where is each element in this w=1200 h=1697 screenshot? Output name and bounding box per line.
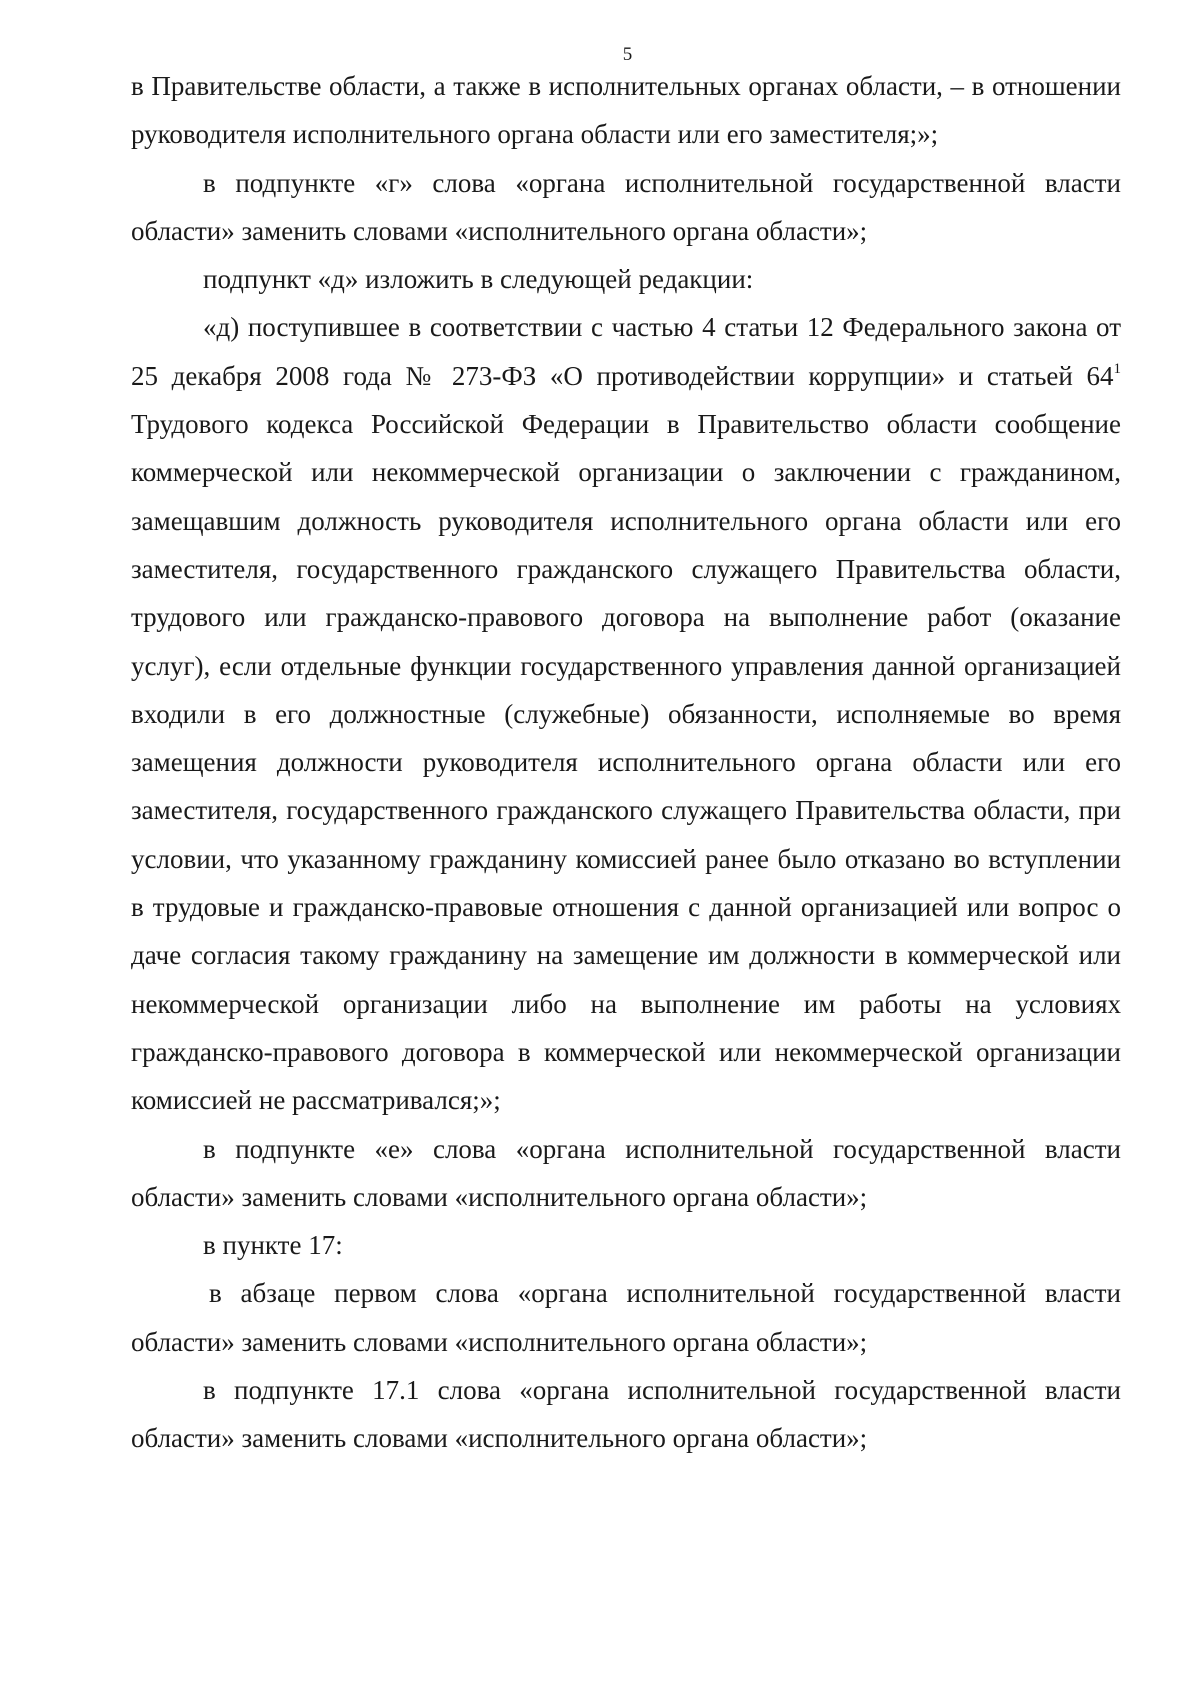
paragraph-item-17: в пункте 17:: [203, 1230, 343, 1261]
page-number: 5: [622, 44, 633, 65]
paragraph-continuation: в Правительстве области, а также в исполнительных органах области, – в отношении руководителя исполнительного органа области или его заместителя;»;: [131, 71, 1121, 150]
paragraph-first-abzac: в абзаце первом слова «органа исполнительной государственной власти области» заменить словами «исполнительного органа области»;: [131, 1278, 1121, 1357]
paragraph-subitem-d-intro: подпункт «д» изложить в следующей редакции:: [203, 264, 754, 295]
paragraph-subitem-d-text-end: Трудового кодекса Российской Федерации в Правительство области сообщение коммерческой или некоммерческой организации о заключении с гражданином, замещавшим должность руководителя исполнительного органа области или его заместителя, государственного гражданского служащего Правительства области, трудового или гражданско-правового договора на выполнение работ (оказание услуг), если отдельные функции государственного управления данной организацией входили в его должностные (служебные) обязанности, исполняемые во время замещения должности руководителя исполнительного органа области или его заместителя, государственного гражданского служащего Правительства области, при условии, что указанному гражданину комиссией ранее было отказано во вступлении в трудовые и гражданско-правовые отношения с данной организацией или вопрос о даче согласия такому гражданину на замещение им должности в коммерческой или некоммерческой организации либо на выполнение им работы на условиях гражданско-правового договора в коммерческой или некоммерческой организации комиссией не рассматривался;»;: [131, 409, 1121, 1116]
paragraph-subitem-g: в подпункте «г» слова «органа исполнительной государственной власти области» заменить словами «исполнительного органа области»;: [131, 167, 1121, 246]
paragraph-subitem-e: в подпункте «е» слова «органа исполнительной государственной власти области» заменить словами «исполнительного органа области»;: [131, 1133, 1121, 1212]
paragraph-subitem-d-text: [131, 303, 1121, 1124]
article-superscript: 1: [1113, 360, 1121, 377]
document-body: [131, 62, 1121, 1463]
paragraph-subitem-d-text-start: «д) поступившее в соответствии с частью 4 статьи 12 Федерального закона от 25 декабря 2008 года № 273-ФЗ «О противодействии коррупции» и статьей 64: [131, 312, 1121, 391]
paragraph-subitem-17-1: в подпункте 17.1 слова «органа исполнительной государственной власти области» заменить словами «исполнительного органа области»;: [131, 1375, 1121, 1454]
